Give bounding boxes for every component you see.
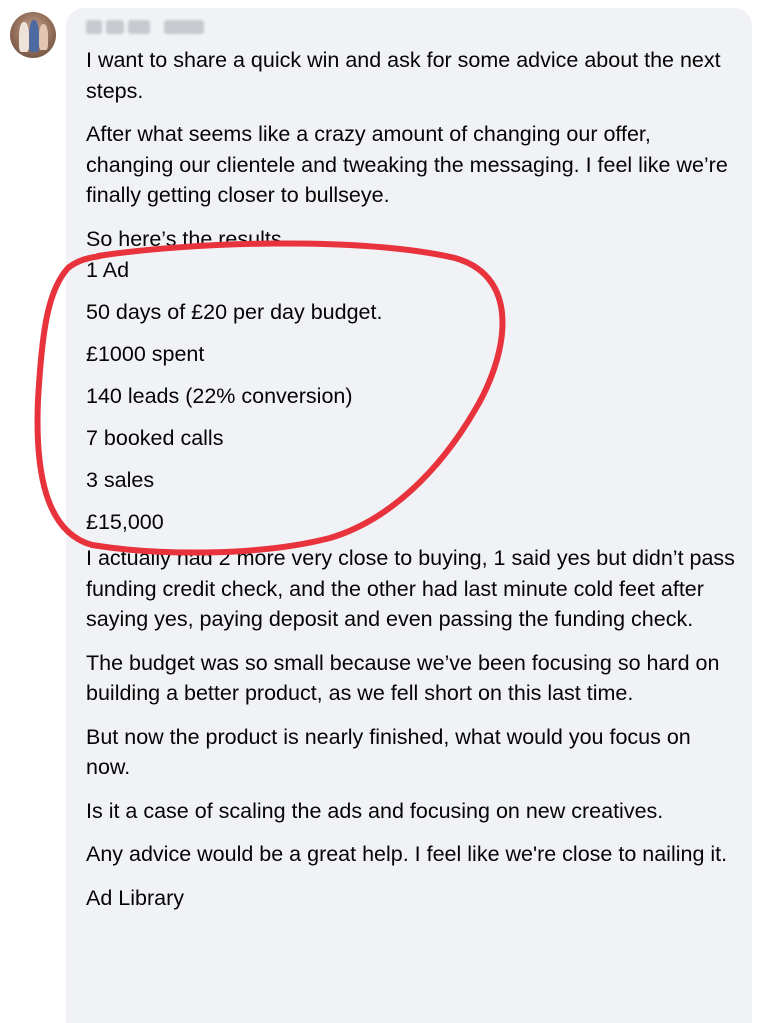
post-paragraph: The budget was so small because we’ve been focusing so hard on building a better product, as we fell short on this last time. [86,650,720,705]
results-list [86,249,736,543]
avatar-photo-figure [19,22,29,52]
post-paragraph: Is it a case of scaling the ads and focusing on new creatives. [86,798,664,823]
redaction-block [164,20,204,34]
result-item: 1 Ad [86,258,130,282]
avatar-photo-figure [29,20,39,52]
post-paragraph: But now the product is nearly finished, what would you focus on now. [86,724,691,779]
ad-library-link[interactable]: Ad Library [86,885,184,910]
redaction-block [128,20,150,34]
post-paragraph: I actually had 2 more very close to buying, 1 said yes but didn’t pass funding credit check, and the other had last minute cold feet after saying yes, paying deposit and even passing the funding check. [86,546,735,631]
result-item: £1000 spent [86,342,205,366]
author-avatar[interactable] [10,12,56,58]
result-item: £15,000 [86,510,164,534]
post-paragraph: I want to share a quick win and ask for some advice about the next steps. [86,48,721,103]
post-body [86,45,736,913]
result-item: 50 days of £20 per day budget. [86,300,383,324]
redaction-block [106,20,124,34]
post-paragraph: So here’s the results... [86,226,300,251]
redaction-block [86,20,102,34]
result-item: 140 leads (22% conversion) [86,384,353,408]
avatar-photo-figure [39,24,48,50]
result-item: 7 booked calls [86,426,224,450]
post-paragraph: After what seems like a crazy amount of changing our offer, changing our clientele and tweaking the messaging. I feel like we’re finally getting closer to bullseye. [86,122,728,207]
result-item: 3 sales [86,468,155,492]
post-paragraph: Any advice would be a great help. I feel like we're close to nailing it. [86,842,728,866]
author-name-redacted[interactable] [86,16,206,38]
